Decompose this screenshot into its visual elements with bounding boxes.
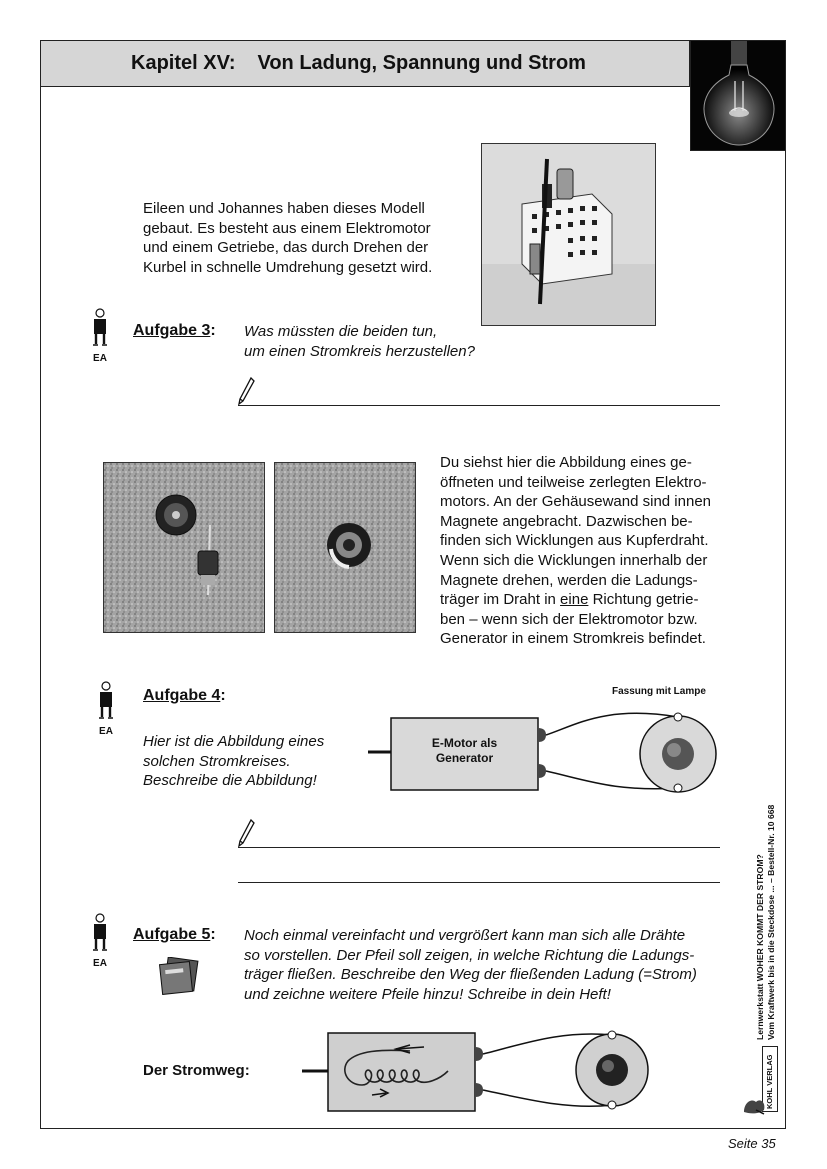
stromweg-label: Der Stromweg: — [143, 1062, 250, 1079]
generator-label-line: E-Motor als — [431, 736, 498, 750]
circuit-diagram — [366, 700, 726, 800]
motor-line: Generator in einem Stromkreis befindet. — [440, 630, 706, 648]
notebook-icon — [158, 957, 200, 1000]
motor-line — [440, 590, 740, 610]
chapter-title: Von Ladung, Spannung und Strom — [257, 52, 586, 74]
motor-line: motors. An der Gehäusewand sind innen — [440, 493, 712, 511]
task5-colon: : — [210, 926, 216, 943]
motor-line: Magnete angebracht. Dazwischen be- — [440, 512, 693, 530]
motor-line-part: Richtung getrie- — [588, 591, 699, 609]
intro-line: Eileen und Johannes haben dieses Modell — [143, 200, 425, 217]
intro-line: Kurbel in schnelle Umdrehung gesetzt wird. — [143, 258, 433, 276]
page-number: Seite 35 — [728, 1136, 776, 1151]
motor-line: ben – wenn sich der Elektromotor bzw. — [440, 610, 698, 628]
series-line-2: Vom Kraftwerk bis in die Steckdose ... – Bestell-Nr. 10 668 — [766, 804, 776, 1040]
task4-line: Hier ist die Abbildung eines — [143, 733, 325, 750]
ea-figure-3 — [88, 913, 112, 969]
motor-line: finden sich Wicklungen aus Kupferdraht. — [440, 532, 709, 550]
motor-line: Wenn sich die Wicklungen innerhalb der — [440, 551, 708, 569]
task3-label: Aufgabe 3 — [133, 322, 211, 339]
answer-line-task3[interactable] — [238, 405, 720, 406]
task4-colon: : — [220, 687, 226, 704]
motor-photo-disassembled — [103, 462, 265, 633]
current-path-diagram — [300, 1025, 660, 1115]
task5-line: so vorstellen. Der Pfeil soll zeigen, in welche Richtung die Ladungs- — [244, 946, 695, 964]
intro-line: und einem Getriebe, das durch Drehen der — [143, 239, 429, 257]
generator-label-line: Generator — [435, 751, 494, 765]
generator-label — [391, 736, 538, 766]
task3-heading — [133, 322, 216, 340]
ea-figure-2 — [94, 681, 118, 737]
publisher-name: KOHL VERLAG — [765, 1054, 774, 1109]
task4-question — [143, 732, 324, 791]
answer-line-task4-b[interactable] — [238, 882, 720, 883]
task5-line: Noch einmal vereinfacht und vergrößert kann man sich alle Drähte — [244, 927, 686, 944]
chapter-number: Kapitel XV: — [131, 52, 236, 74]
ea-label: EA — [93, 958, 107, 969]
motor-line: öffneten und teilweise zerlegten Elektro- — [440, 473, 707, 491]
task5-text — [244, 926, 697, 1004]
task4-label: Aufgabe 4 — [143, 687, 221, 704]
task4-line: Beschreibe die Abbildung! — [143, 772, 317, 790]
light-bulb-photo — [690, 40, 786, 151]
person-icon — [94, 681, 118, 721]
intro-line: gebaut. Es besteht aus einem Elektromotor — [143, 219, 431, 237]
task3-line: Was müssten die beiden tun, — [244, 323, 438, 340]
task3-question — [244, 322, 475, 361]
task5-heading — [133, 926, 216, 944]
task4-heading — [143, 687, 226, 705]
ea-label: EA — [93, 353, 107, 364]
motor-line: Magnete drehen, werden die Ladungs- — [440, 571, 698, 589]
person-icon — [88, 308, 112, 348]
series-line-1: Lernwerkstatt WOHER KOMMT DER STROM? — [755, 854, 765, 1040]
task5-line: und zeichne weitere Pfeile hinzu! Schreibe in dein Heft! — [244, 985, 611, 1003]
intro-paragraph — [143, 199, 473, 277]
ea-label: EA — [99, 726, 113, 737]
answer-line-task4-a[interactable] — [238, 847, 720, 848]
task3-line: um einen Stromkreis herzustellen? — [244, 342, 475, 360]
person-icon — [88, 913, 112, 953]
motor-line-part: träger im Draht in — [440, 591, 561, 609]
task5-line: träger fließen. Beschreibe den Weg der fließenden Ladung (=Strom) — [244, 966, 697, 984]
ea-figure-1 — [88, 308, 112, 364]
lamp-label: Fassung mit Lampe — [612, 686, 706, 697]
task4-line: solchen Stromkreises. — [143, 752, 291, 770]
model-photo — [481, 143, 656, 326]
motor-line: Du siehst hier die Abbildung eines ge- — [440, 454, 692, 471]
task5-label: Aufgabe 5 — [133, 926, 211, 943]
motor-paragraph — [440, 453, 740, 649]
publisher-logo-icon — [742, 1094, 766, 1121]
underlined-word: eine — [560, 591, 589, 609]
chapter-header — [40, 40, 690, 87]
motor-photo-housing — [274, 462, 416, 633]
task3-colon: : — [210, 322, 216, 339]
